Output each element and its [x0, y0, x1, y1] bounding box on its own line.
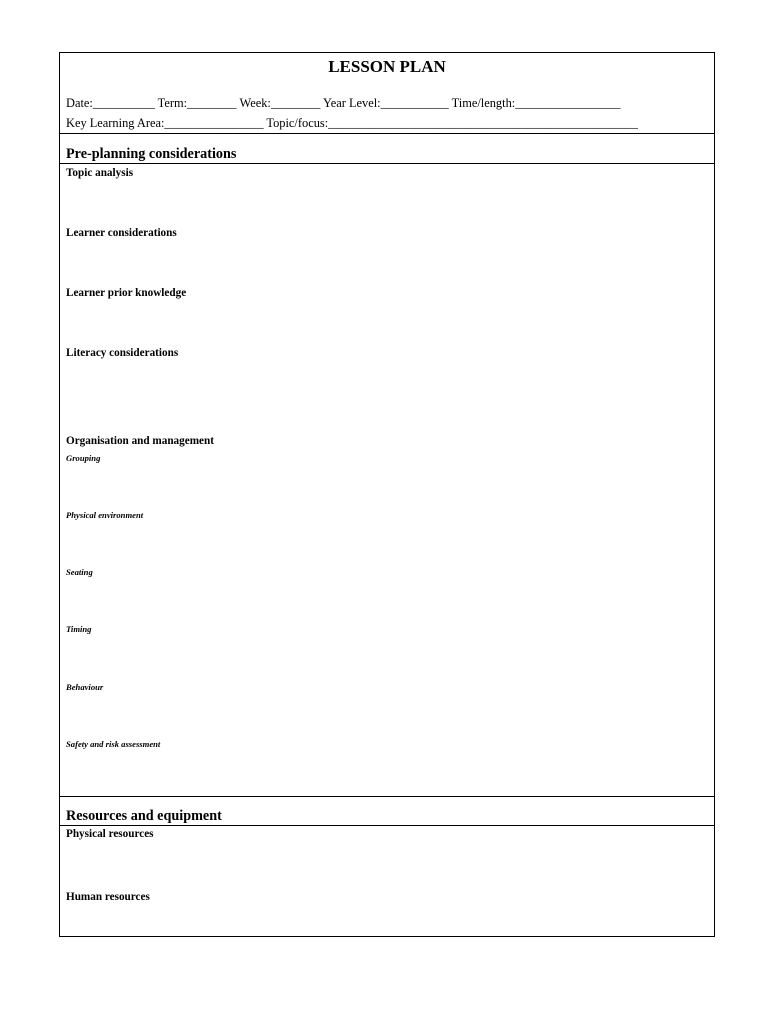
physical-resources-label: Physical resources — [66, 828, 154, 840]
resources-top-divider — [60, 796, 714, 797]
header-divider — [60, 133, 714, 134]
key-learning-area-line: Key Learning Area:________________ Topic/focus:__________________________________________________ — [66, 116, 638, 130]
timing-label: Timing — [66, 624, 92, 634]
date-term-week-line: Date:__________ Term:________ Week:________ Year Level:___________ Time/length:_________________ — [66, 96, 621, 110]
learner-considerations-label: Learner considerations — [66, 227, 177, 239]
grouping-label: Grouping — [66, 453, 101, 463]
pre-planning-heading: Pre-planning considerations — [66, 146, 237, 162]
seating-label: Seating — [66, 567, 93, 577]
pre-planning-divider — [60, 163, 714, 164]
behaviour-label: Behaviour — [66, 682, 104, 692]
topic-analysis-label: Topic analysis — [66, 167, 134, 179]
organisation-management-label: Organisation and management — [66, 435, 214, 447]
lesson-plan-form — [59, 52, 715, 937]
page-title: LESSON PLAN — [328, 57, 446, 76]
safety-risk-label: Safety and risk assessment — [66, 739, 161, 749]
resources-divider — [60, 825, 714, 826]
resources-heading: Resources and equipment — [66, 808, 222, 824]
human-resources-label: Human resources — [66, 891, 150, 903]
physical-environment-label: Physical environment — [66, 510, 144, 520]
literacy-considerations-label: Literacy considerations — [66, 347, 179, 359]
learner-prior-knowledge-label: Learner prior knowledge — [66, 287, 187, 299]
